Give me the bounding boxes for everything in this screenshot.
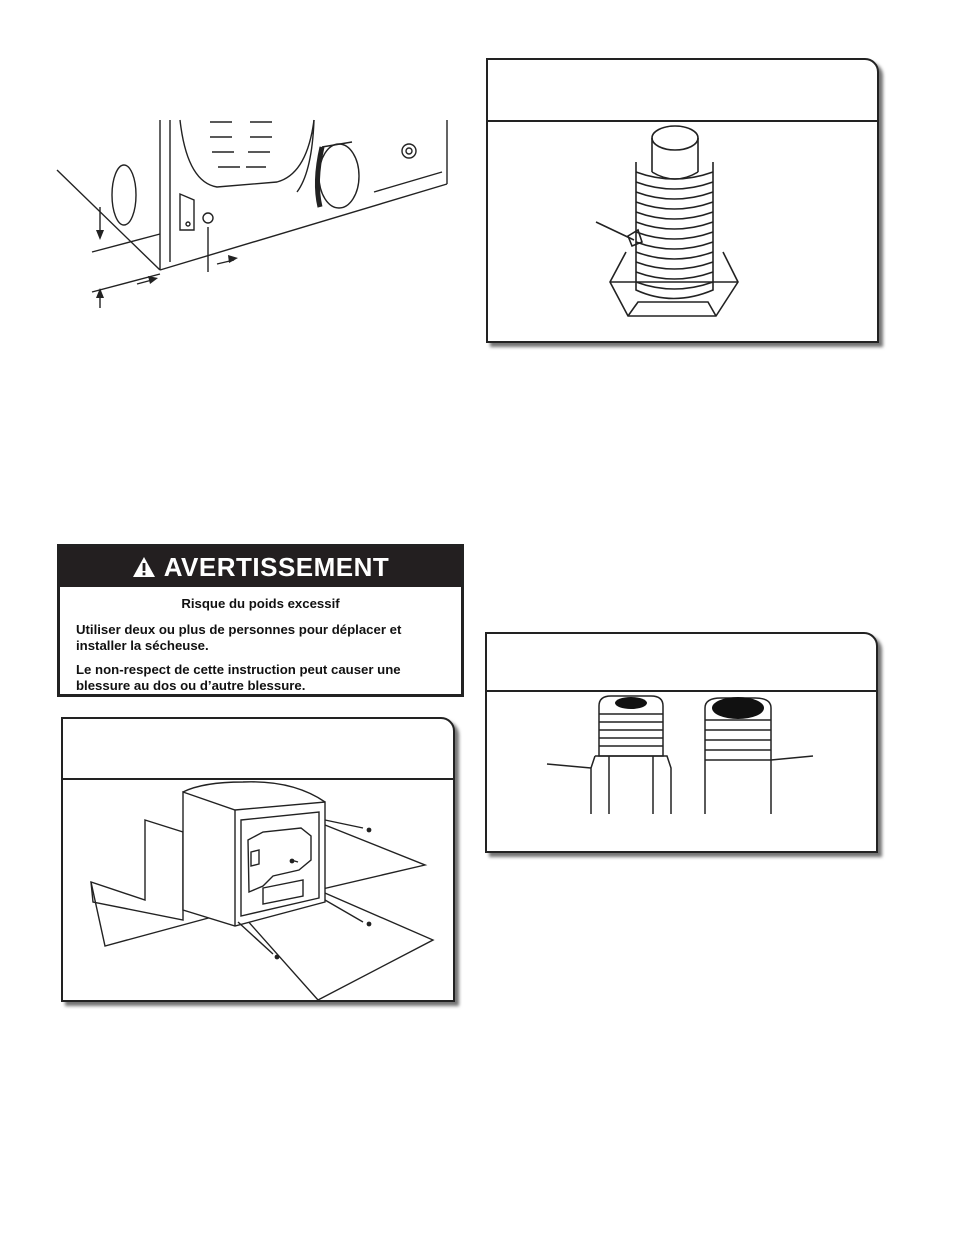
- warning-paragraph-1: Utiliser deux ou plus de personnes pour déplacer et installer la sécheuse.: [76, 622, 402, 653]
- warning-subtitle: Risque du poids excessif: [181, 596, 340, 611]
- warning-paragraph-2: Le non-respect de cette instruction peut causer une blessure au dos ou d’autre blessure.: [76, 662, 401, 693]
- dryer-base-icon: [63, 780, 453, 1002]
- warning-box: [57, 544, 464, 697]
- threaded-fitting-icon: [488, 122, 877, 340]
- dryer-rear-corner-figure: [52, 112, 462, 317]
- thread-comparison-icon: [487, 692, 876, 852]
- warning-title: AVERTISSEMENT: [163, 551, 390, 582]
- gas-fitting-figure-panel: [486, 58, 879, 343]
- dryer-carton-figure-panel: [61, 717, 455, 1002]
- warning-triangle-icon: [132, 556, 156, 578]
- warning-header: [60, 547, 461, 587]
- thread-comparison-figure-panel: [485, 632, 878, 853]
